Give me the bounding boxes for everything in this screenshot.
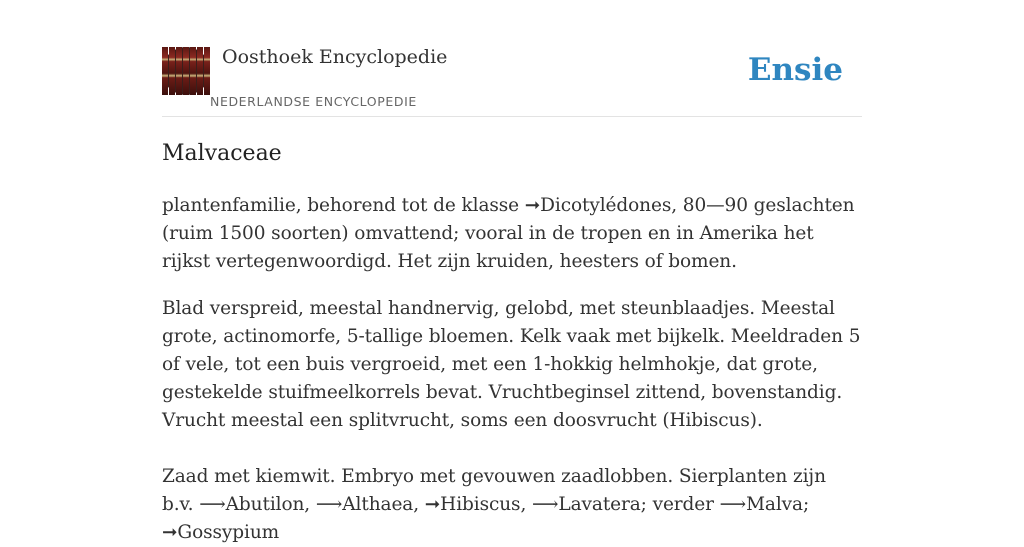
page-title: Malvaceae (162, 141, 282, 166)
article-paragraph: Blad verspreid, meestal handnervig, gelobd, met steunblaadjes. Meestal grote, actinomorfe, 5-tallige bloemen. Kelk vaak met bijkelk. Meeldraden 5 of vele, tot een buis vergroeid, met een 1-hokkig helmhokje, dat grote, gestekelde stuifmeelkorrels bevat. Vruchtbeginsel zittend, bovenstandig. Vrucht meestal een splitvrucht, soms een doosvrucht (Hibiscus). (162, 298, 861, 431)
site-title[interactable]: Oosthoek Encyclopedie (222, 46, 448, 68)
article-paragraph: plantenfamilie, behorend tot de klasse ➞Dicotylédones, 80—90 geslachten (ruim 1500 soorten) omvattend; vooral in de tropen en in Amerika het rijkst vertegenwoordigd. Het zijn kruiden, heesters of bomen. (162, 195, 855, 272)
ensie-logo[interactable]: Ensie (747, 52, 843, 88)
article (162, 136, 862, 547)
encyclopedia-books-icon[interactable] (162, 47, 210, 95)
site-subtitle: NEDERLANDSE ENCYCLOPEDIE (210, 94, 417, 109)
site-header (162, 0, 862, 117)
article-paragraph: Zaad met kiemwit. Embryo met gevouwen zaadlobben. Sierplanten zijn b.v. ⟶Abutilon, ⟶Althaea, ➞Hibiscus, ⟶Lavatera; verder ⟶Malva; ➞Gossypium (162, 466, 826, 543)
